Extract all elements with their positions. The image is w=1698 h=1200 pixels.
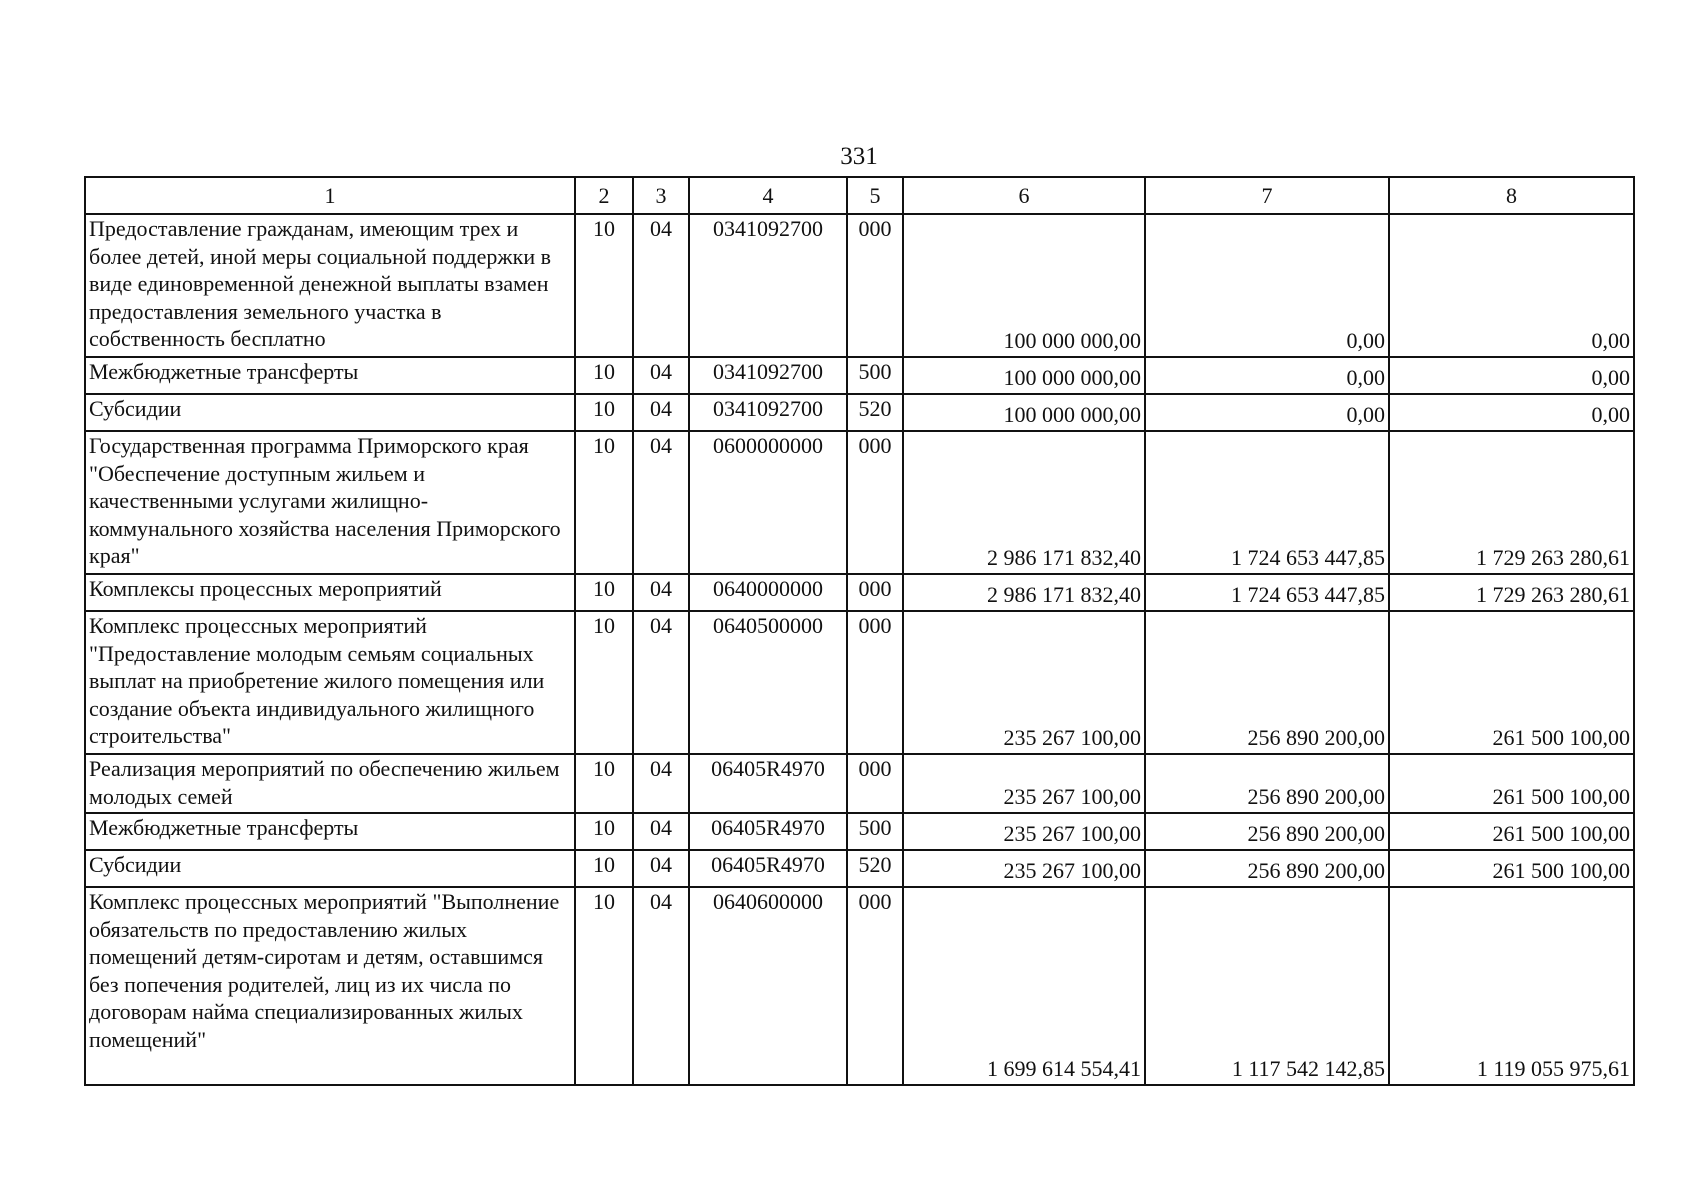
- row-subsection: 04: [633, 357, 689, 394]
- row-amount-7: 256 890 200,00: [1145, 813, 1389, 850]
- row-subsection: 04: [633, 214, 689, 357]
- table-header-row: [85, 177, 1634, 214]
- row-expense-type: 000: [847, 611, 903, 754]
- column-header: 1: [85, 177, 575, 214]
- row-expense-type: 500: [847, 357, 903, 394]
- row-subsection: 04: [633, 394, 689, 431]
- table-row: [85, 850, 1634, 887]
- row-amount-8: 261 500 100,00: [1389, 611, 1634, 754]
- row-name: Комплекс процессных мероприятий "Предоставление молодым семьям социальных выплат на приобретение жилого помещения или создание объекта индивидуального жилищного строительства": [85, 611, 575, 754]
- row-amount-7: 1 117 542 142,85: [1145, 887, 1389, 1085]
- row-amount-7: 256 890 200,00: [1145, 611, 1389, 754]
- row-amount-8: 261 500 100,00: [1389, 754, 1634, 813]
- row-amount-6: 1 699 614 554,41: [903, 887, 1145, 1085]
- row-expense-type: 000: [847, 431, 903, 574]
- row-expense-type: 000: [847, 887, 903, 1085]
- column-header: 4: [689, 177, 847, 214]
- row-amount-6: 100 000 000,00: [903, 357, 1145, 394]
- row-amount-8: 1 119 055 975,61: [1389, 887, 1634, 1085]
- row-amount-7: 256 890 200,00: [1145, 850, 1389, 887]
- table-row: [85, 357, 1634, 394]
- row-amount-8: 1 729 263 280,61: [1389, 431, 1634, 574]
- row-amount-8: 261 500 100,00: [1389, 850, 1634, 887]
- table-row: [85, 887, 1634, 1085]
- row-target-code: 0640500000: [689, 611, 847, 754]
- row-expense-type: 500: [847, 813, 903, 850]
- row-target-code: 0341092700: [689, 357, 847, 394]
- row-target-code: 0640600000: [689, 887, 847, 1085]
- row-name: Субсидии: [85, 850, 575, 887]
- row-amount-7: 0,00: [1145, 214, 1389, 357]
- row-amount-8: 0,00: [1389, 214, 1634, 357]
- table-row: [85, 214, 1634, 357]
- row-subsection: 04: [633, 574, 689, 611]
- row-amount-8: 0,00: [1389, 394, 1634, 431]
- row-section: 10: [575, 214, 633, 357]
- row-target-code: 0600000000: [689, 431, 847, 574]
- row-name: Межбюджетные трансферты: [85, 357, 575, 394]
- row-section: 10: [575, 574, 633, 611]
- budget-table: [84, 176, 1635, 1086]
- row-expense-type: 520: [847, 850, 903, 887]
- row-name: Реализация мероприятий по обеспечению жильем молодых семей: [85, 754, 575, 813]
- row-amount-8: 1 729 263 280,61: [1389, 574, 1634, 611]
- table-row: [85, 394, 1634, 431]
- row-amount-6: 235 267 100,00: [903, 611, 1145, 754]
- table-row: [85, 431, 1634, 574]
- row-amount-6: 235 267 100,00: [903, 754, 1145, 813]
- column-header: 8: [1389, 177, 1634, 214]
- row-amount-7: 0,00: [1145, 394, 1389, 431]
- row-expense-type: 000: [847, 214, 903, 357]
- row-amount-6: 2 986 171 832,40: [903, 431, 1145, 574]
- row-subsection: 04: [633, 611, 689, 754]
- row-name: Комплекс процессных мероприятий "Выполнение обязательств по предоставлению жилых помещений детям-сиротам и детям, оставшимся без попечения родителей, лиц из их числа по договорам найма специализированных жилых помещений": [85, 887, 575, 1085]
- row-subsection: 04: [633, 887, 689, 1085]
- column-header: 7: [1145, 177, 1389, 214]
- row-amount-6: 235 267 100,00: [903, 850, 1145, 887]
- row-amount-6: 100 000 000,00: [903, 214, 1145, 357]
- column-header: 2: [575, 177, 633, 214]
- row-amount-7: 1 724 653 447,85: [1145, 431, 1389, 574]
- column-header: 3: [633, 177, 689, 214]
- row-subsection: 04: [633, 754, 689, 813]
- table-row: [85, 813, 1634, 850]
- row-expense-type: 000: [847, 574, 903, 611]
- column-header: 6: [903, 177, 1145, 214]
- row-section: 10: [575, 357, 633, 394]
- column-header: 5: [847, 177, 903, 214]
- row-section: 10: [575, 887, 633, 1085]
- page-number: 331: [840, 143, 878, 170]
- row-name: Комплексы процессных мероприятий: [85, 574, 575, 611]
- row-amount-8: 261 500 100,00: [1389, 813, 1634, 850]
- row-name: Субсидии: [85, 394, 575, 431]
- row-section: 10: [575, 850, 633, 887]
- row-expense-type: 000: [847, 754, 903, 813]
- row-amount-7: 256 890 200,00: [1145, 754, 1389, 813]
- table-row: [85, 574, 1634, 611]
- row-amount-8: 0,00: [1389, 357, 1634, 394]
- row-target-code: 0341092700: [689, 394, 847, 431]
- row-name: Предоставление гражданам, имеющим трех и более детей, иной меры социальной поддержки в виде единовременной денежной выплаты взамен предоставления земельного участка в собственность бесплатно: [85, 214, 575, 357]
- row-section: 10: [575, 431, 633, 574]
- row-target-code: 06405R4970: [689, 813, 847, 850]
- table-row: [85, 611, 1634, 754]
- table-row: [85, 754, 1634, 813]
- row-subsection: 04: [633, 850, 689, 887]
- row-section: 10: [575, 754, 633, 813]
- row-name: Государственная программа Приморского края "Обеспечение доступным жильем и качественными услугами жилищно-коммунального хозяйства населения Приморского края": [85, 431, 575, 574]
- row-amount-6: 235 267 100,00: [903, 813, 1145, 850]
- row-target-code: 06405R4970: [689, 850, 847, 887]
- row-amount-6: 2 986 171 832,40: [903, 574, 1145, 611]
- row-amount-6: 100 000 000,00: [903, 394, 1145, 431]
- row-name: Межбюджетные трансферты: [85, 813, 575, 850]
- row-subsection: 04: [633, 431, 689, 574]
- row-expense-type: 520: [847, 394, 903, 431]
- row-amount-7: 1 724 653 447,85: [1145, 574, 1389, 611]
- row-section: 10: [575, 394, 633, 431]
- row-section: 10: [575, 813, 633, 850]
- row-section: 10: [575, 611, 633, 754]
- row-amount-7: 0,00: [1145, 357, 1389, 394]
- row-subsection: 04: [633, 813, 689, 850]
- row-target-code: 06405R4970: [689, 754, 847, 813]
- row-target-code: 0640000000: [689, 574, 847, 611]
- row-target-code: 0341092700: [689, 214, 847, 357]
